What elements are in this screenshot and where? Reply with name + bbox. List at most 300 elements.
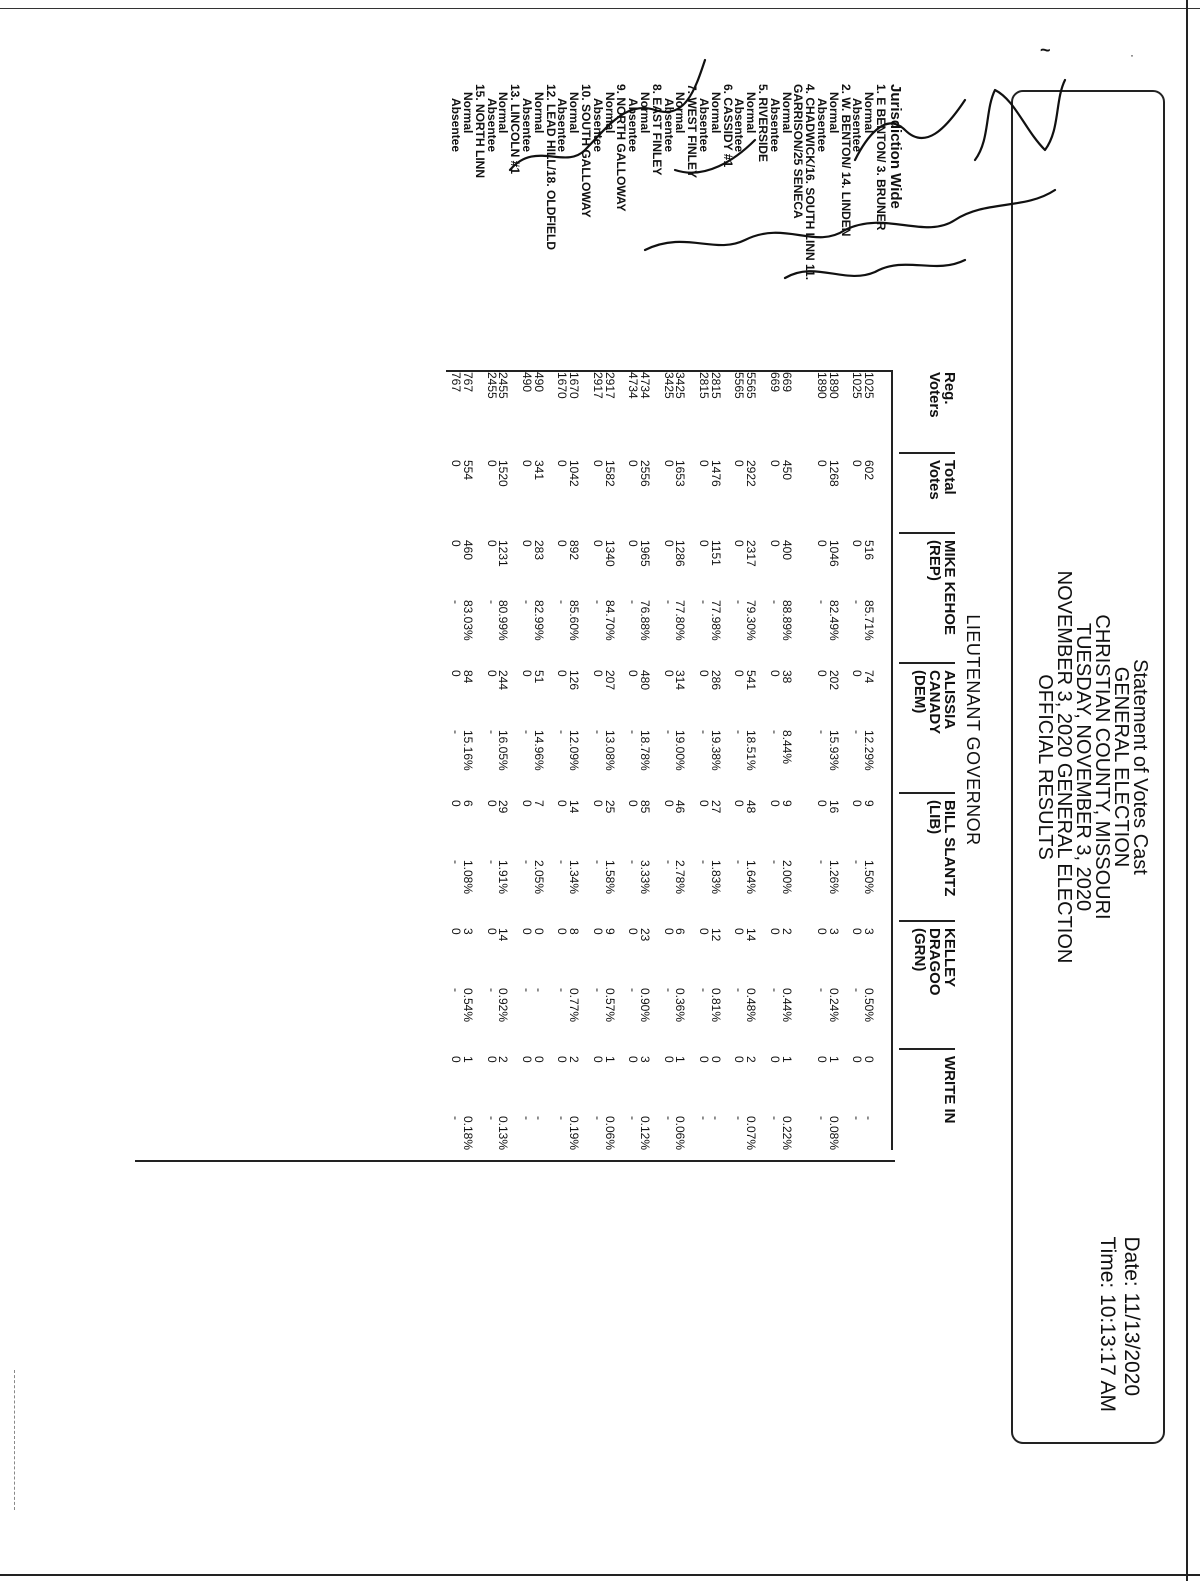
vote-percent-cell: - bbox=[850, 730, 865, 734]
vote-percent-cell: - bbox=[767, 1116, 782, 1120]
row-label: Normal bbox=[862, 92, 877, 134]
vote-count-cell: 126 bbox=[567, 670, 582, 691]
total-votes-cell: 0 bbox=[732, 460, 747, 467]
vote-percent-cell: - bbox=[815, 600, 829, 604]
column-header-line: Reg. bbox=[941, 372, 958, 405]
vote-count-cell: 244 bbox=[496, 670, 511, 691]
vote-percent-cell: - bbox=[449, 730, 464, 734]
vote-count-cell: 541 bbox=[744, 670, 759, 691]
vote-percent-cell: - bbox=[697, 600, 711, 604]
vote-count-cell: 0 bbox=[697, 670, 711, 677]
vote-count-cell: 0 bbox=[449, 1056, 464, 1063]
vote-percent-cell: - bbox=[555, 860, 570, 864]
column-header bbox=[912, 670, 957, 734]
row-label: Absentee bbox=[590, 98, 605, 153]
vote-count-cell: 0 bbox=[590, 928, 605, 935]
total-votes-cell: 1653 bbox=[673, 460, 688, 487]
vote-count-cell: 0 bbox=[850, 928, 865, 935]
vote-percent-cell: - bbox=[520, 988, 534, 992]
vote-count-cell: 0 bbox=[767, 540, 782, 547]
vote-percent-cell: 0.54% bbox=[461, 988, 475, 1023]
column-header bbox=[927, 540, 957, 635]
vote-percent-cell: 88.89% bbox=[779, 600, 794, 641]
vote-percent-cell: 0.92% bbox=[496, 988, 511, 1023]
reg-voters-cell: 669 bbox=[767, 372, 782, 393]
vote-count-cell: 0 bbox=[626, 540, 641, 547]
vote-percent-cell: - bbox=[815, 730, 829, 734]
vote-percent-cell: 80.99% bbox=[496, 600, 511, 641]
reg-voters-cell: 5565 bbox=[732, 372, 747, 399]
vote-count-cell: 6 bbox=[673, 928, 688, 935]
vote-percent-cell: - bbox=[449, 860, 464, 864]
vote-percent-cell: - bbox=[626, 988, 641, 992]
vote-percent-cell: - bbox=[697, 860, 711, 864]
total-votes-cell: 2922 bbox=[744, 460, 759, 487]
column-header-line: MIKE KEHOE bbox=[941, 540, 958, 636]
precinct-row bbox=[474, 0, 486, 1100]
reg-voters-cell: 1670 bbox=[567, 372, 582, 399]
vote-count-cell: 0 bbox=[449, 540, 464, 547]
vote-count-cell: 3 bbox=[862, 928, 877, 935]
vote-percent-cell: 0.19% bbox=[567, 1116, 582, 1151]
reg-voters-cell: 2455 bbox=[484, 372, 499, 399]
column-header-line: (REP) bbox=[926, 540, 943, 581]
row-label: Normal bbox=[673, 92, 688, 134]
vote-count-cell: 0 bbox=[661, 670, 676, 677]
vote-percent-cell: - bbox=[555, 730, 570, 734]
vote-percent-cell: - bbox=[626, 1116, 641, 1120]
table-row bbox=[461, 0, 475, 1151]
vote-count-cell: 0 bbox=[449, 928, 464, 935]
table-row bbox=[449, 0, 464, 1120]
vote-percent-cell: 0.18% bbox=[461, 1116, 475, 1151]
vote-count-cell: 0 bbox=[815, 800, 829, 807]
signature-stroke bbox=[675, 140, 755, 173]
vote-count-cell: 202 bbox=[826, 670, 841, 691]
reg-voters-cell: 2455 bbox=[496, 372, 511, 399]
vote-count-cell: 48 bbox=[744, 800, 759, 814]
reg-voters-cell: 2815 bbox=[697, 372, 711, 399]
header-line: GENERAL ELECTION bbox=[1110, 666, 1132, 868]
vote-percent-cell: 1.83% bbox=[708, 860, 723, 895]
vote-percent-cell: - bbox=[520, 860, 534, 864]
vote-percent-cell: - bbox=[732, 1116, 747, 1120]
vote-count-cell: 0 bbox=[449, 670, 464, 677]
vote-percent-cell: 0.06% bbox=[673, 1116, 688, 1151]
column-header bbox=[942, 1056, 957, 1124]
vote-count-cell: 0 bbox=[767, 1056, 782, 1063]
label-column-rule bbox=[446, 370, 893, 372]
vote-count-cell: 84 bbox=[461, 670, 475, 684]
vote-percent-cell: - bbox=[520, 1116, 534, 1120]
row-label: Normal bbox=[461, 92, 475, 134]
vote-percent-cell: - bbox=[626, 600, 641, 604]
vote-percent-cell: 0.50% bbox=[862, 988, 877, 1023]
vote-count-cell: 29 bbox=[496, 800, 511, 814]
row-label: GARRISON/25 SENECA bbox=[791, 84, 806, 219]
vote-percent-cell: - bbox=[767, 860, 782, 864]
scan-bottom-edge bbox=[0, 1574, 1200, 1576]
vote-percent-cell: 19.00% bbox=[673, 730, 688, 771]
total-votes-cell: 450 bbox=[779, 460, 794, 481]
row-label: Absentee bbox=[626, 98, 641, 153]
vote-percent-cell: - bbox=[815, 988, 829, 992]
vote-percent-cell: - bbox=[520, 730, 534, 734]
vote-percent-cell: - bbox=[555, 1116, 570, 1120]
row-label: 13. LINCOLN #1 bbox=[508, 84, 523, 175]
row-label: 12. LEAD HILL/18. OLDFIELD bbox=[543, 84, 558, 251]
scan-right-edge bbox=[1186, 0, 1188, 1581]
vote-count-cell: 0 bbox=[767, 800, 782, 807]
vote-count-cell: 460 bbox=[461, 540, 475, 561]
column-header-line: (DEM) bbox=[911, 670, 928, 714]
scan-stray-mark: ~ bbox=[1040, 40, 1051, 60]
reg-voters-cell: 3425 bbox=[673, 372, 688, 399]
header-line: NOVEMBER 3, 2020 GENERAL ELECTION bbox=[1053, 570, 1075, 964]
vote-percent-cell: - bbox=[449, 1116, 464, 1120]
total-votes-cell: 0 bbox=[697, 460, 711, 467]
vote-count-cell: 2 bbox=[567, 1056, 582, 1063]
vote-count-cell: 1286 bbox=[673, 540, 688, 567]
vote-percent-cell: - bbox=[590, 988, 605, 992]
column-header bbox=[912, 928, 957, 996]
vote-count-cell: 0 bbox=[697, 1056, 711, 1063]
vote-count-cell: 9 bbox=[602, 928, 617, 935]
vote-count-cell: 3 bbox=[826, 928, 841, 935]
vote-count-cell: 23 bbox=[638, 928, 652, 942]
vote-count-cell: 9 bbox=[779, 800, 794, 807]
vote-percent-cell: 1.91% bbox=[496, 860, 511, 895]
column-separator bbox=[899, 920, 955, 922]
vote-count-cell: 2 bbox=[779, 928, 794, 935]
column-header-line: (LIB) bbox=[926, 800, 943, 835]
vote-count-cell: 0 bbox=[484, 1056, 499, 1063]
row-label: Absentee bbox=[767, 98, 782, 153]
vote-count-cell: 207 bbox=[602, 670, 617, 691]
vote-count-cell: 0 bbox=[815, 928, 829, 935]
reg-voters-cell: 5565 bbox=[744, 372, 759, 399]
vote-count-cell: 0 bbox=[767, 670, 782, 677]
reg-voters-cell: 669 bbox=[779, 372, 794, 393]
vote-percent-cell: - bbox=[767, 600, 782, 604]
vote-percent-cell: - bbox=[484, 600, 499, 604]
vote-count-cell: 0 bbox=[590, 1056, 605, 1063]
total-votes-cell: 602 bbox=[862, 460, 877, 481]
vote-count-cell: 0 bbox=[815, 1056, 829, 1063]
vote-count-cell: 12 bbox=[708, 928, 723, 942]
row-label: 9. NORTH GALLOWAY bbox=[614, 84, 629, 212]
vote-percent-cell: - bbox=[767, 730, 782, 734]
vote-percent-cell: - bbox=[484, 860, 499, 864]
row-label: 8. EAST FINLEY bbox=[649, 84, 664, 176]
vote-percent-cell: 0.57% bbox=[602, 988, 617, 1023]
column-header-line: ALISSIA bbox=[941, 670, 958, 730]
total-votes-cell: 1268 bbox=[826, 460, 841, 487]
vote-percent-cell: - bbox=[661, 1116, 676, 1120]
vote-count-cell: 286 bbox=[708, 670, 723, 691]
vote-percent-cell: 0.44% bbox=[779, 988, 794, 1023]
vote-percent-cell: - bbox=[862, 1116, 877, 1120]
reg-voters-cell: 490 bbox=[520, 372, 534, 393]
row-label: Normal bbox=[567, 92, 582, 134]
row-label: 7. WEST FINLEY bbox=[685, 84, 700, 179]
vote-percent-cell: 0.08% bbox=[826, 1116, 841, 1151]
vote-percent-cell: 2.05% bbox=[531, 860, 546, 895]
column-header bbox=[927, 800, 957, 896]
jurisdiction-header: Jurisdiction Wide bbox=[887, 84, 904, 209]
total-votes-cell: 341 bbox=[531, 460, 546, 481]
report-datetime bbox=[1095, 1237, 1143, 1412]
vote-count-cell: 14 bbox=[744, 928, 759, 942]
vote-count-cell: 0 bbox=[732, 1056, 747, 1063]
vote-percent-cell: 0.22% bbox=[779, 1116, 794, 1151]
vote-percent-cell: - bbox=[484, 988, 499, 992]
reg-voters-cell: 3425 bbox=[661, 372, 676, 399]
vote-count-cell: 0 bbox=[484, 540, 499, 547]
vote-percent-cell: 12.09% bbox=[567, 730, 582, 771]
vote-count-cell: 0 bbox=[697, 540, 711, 547]
vote-count-cell: 0 bbox=[732, 928, 747, 935]
vote-percent-cell: 0.90% bbox=[638, 988, 652, 1023]
vote-count-cell: 892 bbox=[567, 540, 582, 561]
vote-count-cell: 0 bbox=[697, 800, 711, 807]
vote-count-cell: 3 bbox=[461, 928, 475, 935]
vote-count-cell: 0 bbox=[850, 670, 865, 677]
vote-percent-cell: - bbox=[626, 730, 641, 734]
vote-percent-cell: - bbox=[449, 600, 464, 604]
vote-count-cell: 0 bbox=[520, 1056, 534, 1063]
row-label: 5. RIVERSIDE bbox=[756, 84, 770, 163]
total-votes-cell: 0 bbox=[850, 460, 865, 467]
vote-percent-cell: 8.44% bbox=[779, 730, 794, 765]
row-label: Normal bbox=[779, 92, 794, 134]
vote-percent-cell: - bbox=[555, 600, 570, 604]
vote-count-cell: 0 bbox=[850, 800, 865, 807]
vote-count-cell: 283 bbox=[531, 540, 546, 561]
vote-percent-cell: 18.51% bbox=[744, 730, 759, 771]
row-label: Absentee bbox=[661, 98, 676, 153]
vote-count-cell: 46 bbox=[673, 800, 688, 814]
total-votes-cell: 0 bbox=[815, 460, 829, 467]
vote-count-cell: 7 bbox=[531, 800, 546, 807]
header-line: CHRISTIAN COUNTY, MISSOURI bbox=[1091, 614, 1113, 920]
vote-percent-cell: 15.16% bbox=[461, 730, 475, 771]
reg-voters-cell: 4734 bbox=[626, 372, 641, 399]
vote-count-cell: 1 bbox=[461, 1056, 475, 1063]
vote-count-cell: 1 bbox=[826, 1056, 841, 1063]
total-votes-cell: 0 bbox=[484, 460, 499, 467]
vote-count-cell: 27 bbox=[708, 800, 723, 814]
row-label: Absentee bbox=[850, 98, 865, 153]
vote-percent-cell: 0.48% bbox=[744, 988, 759, 1023]
reg-voters-cell: 2917 bbox=[590, 372, 605, 399]
vote-count-cell: 1 bbox=[779, 1056, 794, 1063]
vote-count-cell: 1 bbox=[673, 1056, 688, 1063]
vote-count-cell: 14 bbox=[567, 800, 582, 814]
row-label: Absentee bbox=[449, 98, 464, 153]
vote-count-cell: 0 bbox=[626, 800, 641, 807]
vote-count-cell: 0 bbox=[520, 928, 534, 935]
vote-count-cell: 0 bbox=[626, 1056, 641, 1063]
table-end-rule bbox=[135, 1160, 895, 1162]
row-label: Absentee bbox=[520, 98, 534, 153]
column-header-line: CANADY bbox=[926, 670, 943, 735]
column-header-line: Total bbox=[941, 460, 958, 495]
vote-count-cell: 0 bbox=[520, 670, 534, 677]
vote-percent-cell: - bbox=[555, 988, 570, 992]
column-separator bbox=[899, 452, 955, 454]
vote-count-cell: 0 bbox=[661, 540, 676, 547]
vote-percent-cell: - bbox=[697, 1116, 711, 1120]
vote-percent-cell: 0.24% bbox=[826, 988, 841, 1023]
vote-count-cell: 0 bbox=[626, 928, 641, 935]
vote-count-cell: 0 bbox=[590, 540, 605, 547]
column-header-line: WRITE IN bbox=[941, 1056, 958, 1124]
total-votes-cell: 554 bbox=[461, 460, 475, 481]
row-label: Absentee bbox=[697, 98, 711, 153]
total-votes-cell: 0 bbox=[767, 460, 782, 467]
vote-percent-cell: 1.64% bbox=[744, 860, 759, 895]
vote-percent-cell: 0.77% bbox=[567, 988, 582, 1023]
vote-percent-cell: 19.38% bbox=[708, 730, 723, 771]
vote-percent-cell: 1.08% bbox=[461, 860, 475, 895]
vote-percent-cell: - bbox=[815, 1116, 829, 1120]
vote-percent-cell: - bbox=[850, 860, 865, 864]
vote-count-cell: 0 bbox=[767, 928, 782, 935]
vote-percent-cell: - bbox=[590, 600, 605, 604]
vote-percent-cell: - bbox=[850, 988, 865, 992]
vote-percent-cell: - bbox=[732, 730, 747, 734]
column-header-line: (GRN) bbox=[911, 928, 928, 972]
vote-count-cell: 0 bbox=[531, 1056, 546, 1063]
column-header-line: Votes bbox=[926, 460, 943, 500]
header-line: OFFICIAL RESULTS bbox=[1034, 674, 1056, 860]
vote-count-cell: 8 bbox=[567, 928, 582, 935]
column-header-line: Voters bbox=[926, 372, 943, 418]
vote-count-cell: 0 bbox=[732, 540, 747, 547]
row-label: Normal bbox=[744, 92, 759, 134]
vote-count-cell: 0 bbox=[661, 800, 676, 807]
vote-count-cell: 2 bbox=[496, 1056, 511, 1063]
vote-count-cell: 0 bbox=[850, 1056, 865, 1063]
vote-count-cell: 25 bbox=[602, 800, 617, 814]
row-label: 6. CASSIDY #1 bbox=[720, 84, 735, 168]
vote-count-cell: 0 bbox=[520, 540, 534, 547]
vote-count-cell: 3 bbox=[638, 1056, 652, 1063]
vote-count-cell: 400 bbox=[779, 540, 794, 561]
column-header-line: DRAGOO bbox=[926, 928, 943, 996]
vote-count-cell: 0 bbox=[531, 928, 546, 935]
vote-count-cell: 314 bbox=[673, 670, 688, 691]
vote-count-cell: 0 bbox=[555, 540, 570, 547]
vote-count-cell: 0 bbox=[697, 928, 711, 935]
total-votes-cell: 0 bbox=[520, 460, 534, 467]
total-votes-cell: 0 bbox=[661, 460, 676, 467]
vote-count-cell: 0 bbox=[732, 670, 747, 677]
vote-percent-cell: - bbox=[531, 988, 546, 992]
vote-percent-cell: - bbox=[484, 1116, 499, 1120]
vote-percent-cell: 1.34% bbox=[567, 860, 582, 895]
vote-percent-cell: 16.05% bbox=[496, 730, 511, 771]
vote-count-cell: 0 bbox=[555, 1056, 570, 1063]
vote-count-cell: 74 bbox=[862, 670, 877, 684]
vote-count-cell: 0 bbox=[484, 670, 499, 677]
vote-count-cell: 0 bbox=[626, 670, 641, 677]
reg-voters-cell: 1025 bbox=[862, 372, 877, 399]
vote-percent-cell: - bbox=[732, 860, 747, 864]
reg-voters-cell: 767 bbox=[461, 372, 475, 393]
vote-percent-cell: - bbox=[661, 988, 676, 992]
total-votes-cell: 0 bbox=[555, 460, 570, 467]
row-label: Normal bbox=[826, 92, 841, 134]
vote-percent-cell: 0.81% bbox=[708, 988, 723, 1023]
vote-count-cell: 2 bbox=[744, 1056, 759, 1063]
vote-count-cell: 0 bbox=[555, 928, 570, 935]
vote-count-cell: 0 bbox=[850, 540, 865, 547]
vote-count-cell: 0 bbox=[862, 1056, 877, 1063]
vote-percent-cell: 0.36% bbox=[673, 988, 688, 1023]
vote-count-cell: 0 bbox=[732, 800, 747, 807]
office-title: LIEUTENANT GOVERNOR bbox=[963, 614, 983, 846]
vote-percent-cell: 1.58% bbox=[602, 860, 617, 895]
row-label: Absentee bbox=[555, 98, 570, 153]
total-votes-cell: 1582 bbox=[602, 460, 617, 487]
column-header bbox=[927, 372, 957, 418]
vote-count-cell: 0 bbox=[661, 1056, 676, 1063]
vote-count-cell: 0 bbox=[484, 800, 499, 807]
report-date: Date: 11/13/2020 bbox=[1120, 1236, 1143, 1397]
reg-voters-cell: 2917 bbox=[602, 372, 617, 399]
vote-percent-cell: - bbox=[697, 730, 711, 734]
vote-percent-cell: 13.08% bbox=[602, 730, 617, 771]
vote-percent-cell: 76.88% bbox=[638, 600, 652, 641]
vote-percent-cell: 1.26% bbox=[826, 860, 841, 895]
reg-voters-cell: 4734 bbox=[638, 372, 652, 399]
reg-voters-cell: 1670 bbox=[555, 372, 570, 399]
row-label: Absentee bbox=[732, 98, 747, 153]
vote-percent-cell: 1.50% bbox=[862, 860, 877, 895]
vote-percent-cell: - bbox=[531, 1116, 546, 1120]
signature-stroke bbox=[785, 260, 965, 278]
row-label: Normal bbox=[496, 92, 511, 134]
vote-percent-cell: 84.70% bbox=[602, 600, 617, 641]
row-label: Absentee bbox=[815, 98, 829, 153]
vote-count-cell: 0 bbox=[815, 540, 829, 547]
vote-percent-cell: 85.71% bbox=[862, 600, 877, 641]
vote-percent-cell: - bbox=[520, 600, 534, 604]
row-label: Absentee bbox=[484, 98, 499, 153]
vote-percent-cell: 3.33% bbox=[638, 860, 652, 895]
vote-count-cell: 14 bbox=[496, 928, 511, 942]
vote-count-cell: 0 bbox=[555, 670, 570, 677]
vote-percent-cell: - bbox=[590, 1116, 605, 1120]
vote-count-cell: 0 bbox=[590, 800, 605, 807]
vote-count-cell: 0 bbox=[449, 800, 464, 807]
reg-voters-cell: 1890 bbox=[815, 372, 829, 399]
total-votes-cell: 0 bbox=[626, 460, 641, 467]
vote-count-cell: 1231 bbox=[496, 540, 511, 567]
vote-percent-cell: - bbox=[815, 860, 829, 864]
row-label: 2. W. BENTON/ 14. LINDEN bbox=[838, 84, 853, 237]
column-header-line: KELLEY bbox=[941, 928, 958, 988]
vote-percent-cell: - bbox=[590, 730, 605, 734]
vote-count-cell: 0 bbox=[484, 928, 499, 935]
vote-percent-cell: - bbox=[590, 860, 605, 864]
reg-voters-cell: 490 bbox=[531, 372, 546, 393]
total-votes-cell: 1520 bbox=[496, 460, 511, 487]
vote-percent-cell: 85.60% bbox=[567, 600, 582, 641]
header-line: TUESDAY, NOVEMBER 3, 2020 bbox=[1072, 622, 1094, 912]
